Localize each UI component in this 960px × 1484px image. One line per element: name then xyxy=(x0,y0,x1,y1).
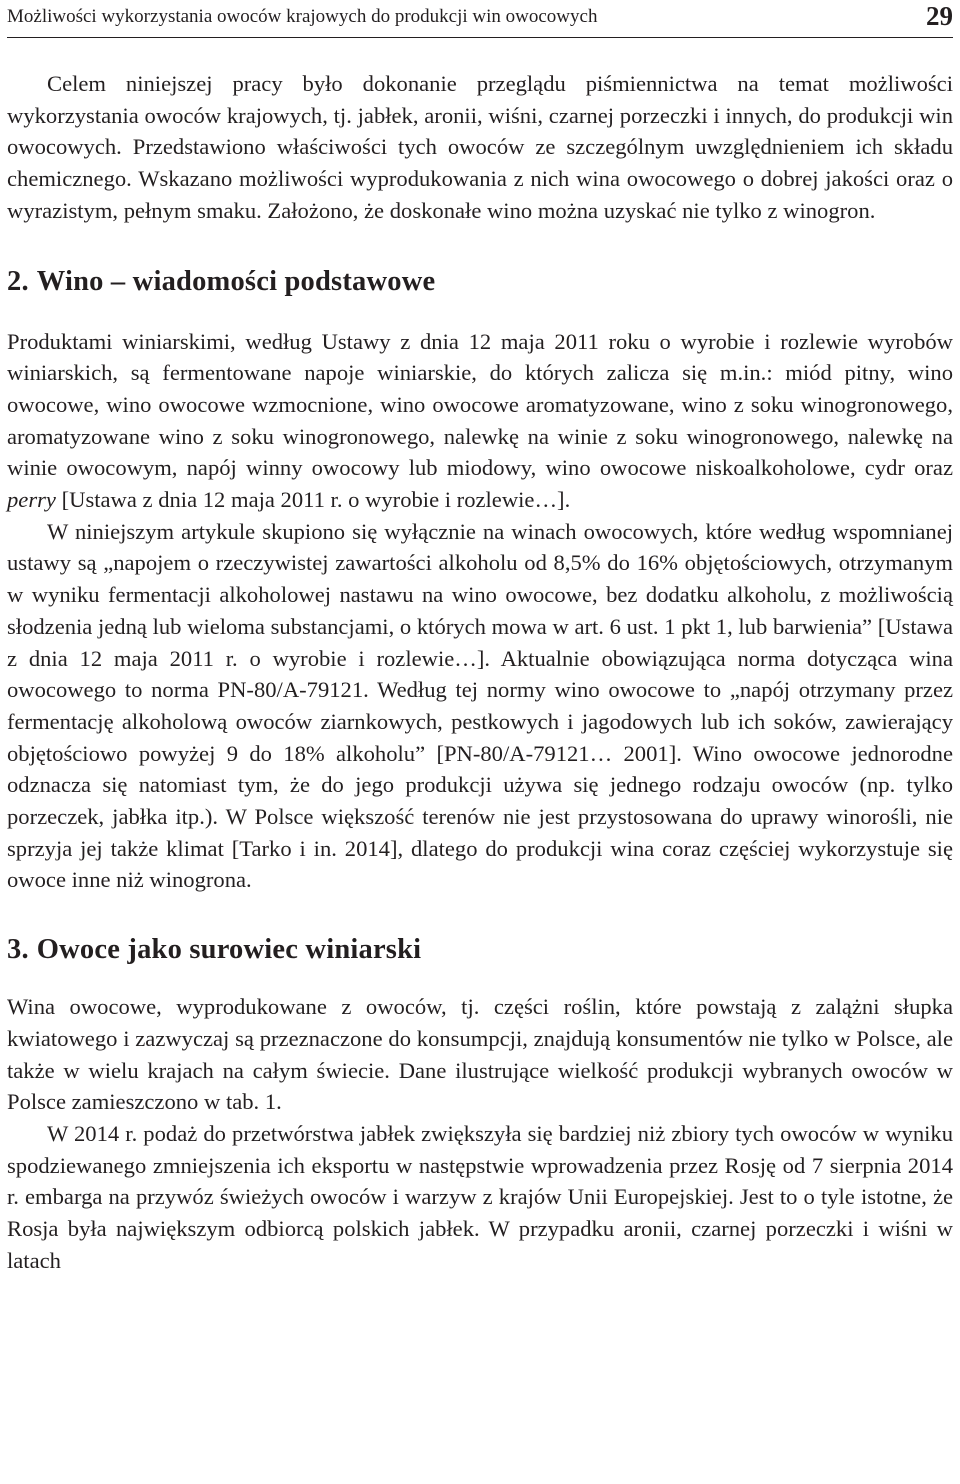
section-3-heading xyxy=(7,932,953,968)
italic-term-perry: perry xyxy=(7,487,56,513)
section-2-number: 2. xyxy=(7,265,29,297)
page-number: 29 xyxy=(926,1,953,31)
section-2-paragraph-2: W niniejszym artykule skupiono się wyłącznie na winach owocowych, które według wspomnianej ustawy są „napojem o rzeczywistej zawartości alkoholu od 8,5% do 16% objętościowych, otrzymanym w wyniku fermentacji alkoholowej nastawu na wino owocowe, bez dodatku alkoholu, z możliwością słodzenia jedną lub wieloma substancjami, o których mowa w art. 6 ust. 1 pkt 1, lub barwienia” [Ustawa z dnia 12 maja 2011 r. o wyrobie i rozlewie…]. Aktualnie obowiązująca norma dotycząca wina owocowego to norma PN-80/A-79121. Według tej normy wino owocowe to „napój otrzymany przez fermentację alkoholową owoców ziarnkowych, pestkowych i jagodowych lub ich soków, zawierający objętościowo powyżej 9 do 18% alkoholu” [PN-80/A-79121… 2001]. Wino owocowe jednorodne odznacza się natomiast tym, że do jego produkcji używa się jednego rodzaju owoców (np. tylko porzeczek, jabłka itp.). W Polsce większość terenów nie jest przystosowana do uprawy winorośli, nie sprzyja jej także klimat [Tarko i in. 2014], dlatego do produkcji wina coraz częściej wykorzystuje się owoce inne niż winogrona. xyxy=(7,518,953,893)
section-2-paragraph-1-citation: [Ustawa z dnia 12 maja 2011 r. o wyrobie i rozlewie…]. xyxy=(55,487,571,513)
running-header-title: Możliwości wykorzystania owoców krajowych do produkcji win owocowych xyxy=(7,6,598,27)
section-3-paragraph-2: W 2014 r. podaż do przetwórstwa jabłek zwiększyła się bardziej niż zbiory tych owoców w wyniku spodziewanego zmniejszenia ich eksportu w następstwie wprowadzenia przez Rosję od 7 sierpnia 2014 r. embarga na przywóz świeżych owoców i warzyw z krajów Unii Europejskiej. Jest to o tyle istotne, że Rosja była największym odbiorcą polskich jabłek. W przypadku aronii, czarnej porzeczki i wiśni w latach xyxy=(7,1120,953,1273)
running-header xyxy=(7,0,953,38)
abstract-paragraph: Celem niniejszej pracy było dokonanie przeglądu piśmiennictwa na temat możliwości wykorzystania owoców krajowych, tj. jabłek, aronii, wiśni, czarnej porzeczki i innych, do produkcji win owocowych. Przedstawiono właściwości tych owoców ze szczególnym uwzględnieniem ich składu chemicznego. Wskazano możliwości wyprodukowania z nich wina owocowego o dobrej jakości oraz o wyrazistym, pełnym smaku. Założono, że doskonałe wino można uzyskać nie tylko z winogron. xyxy=(7,71,953,223)
section-2-paragraph-1-text: Produktami winiarskimi, według Ustawy z dnia 12 maja 2011 roku o wyrobie i rozlewie wyrobów winiarskich, są fermentowane napoje winiarskie, do których zalicza się m.in.: miód pitny, wino owocowe, wino owocowe wzmocnione, wino owocowe aromatyzowane, wino z soku winogronowego, aromatyzowane wino z soku winogronowego, nalewkę na winie z soku winogronowego, nalewkę na winie owocowym, napój winny owocowy lub miodowy, wino owocowe niskoalkoholowe, cydr oraz xyxy=(7,328,953,481)
section-2-heading xyxy=(7,264,953,300)
section-3-paragraph-1: Wina owocowe, wyprodukowane z owoców, tj. części roślin, które powstają z zalążni słupka kwiatowego i zazwyczaj są przeznaczone do konsumpcji, znajdują konsumentów nie tylko w Polsce, ale także w wielu krajach na całym świecie. Dane ilustrujące wielkość produkcji wybranych owoców w Polsce zamieszczono w tab. 1. xyxy=(7,994,953,1115)
document-page xyxy=(7,0,953,1277)
section-2-paragraph-1 xyxy=(7,326,953,516)
section-3-title: Owoce jako surowiec winiarski xyxy=(36,934,422,966)
section-2-title: Wino – wiadomości podstawowe xyxy=(36,265,436,297)
section-3-number: 3. xyxy=(7,934,29,966)
